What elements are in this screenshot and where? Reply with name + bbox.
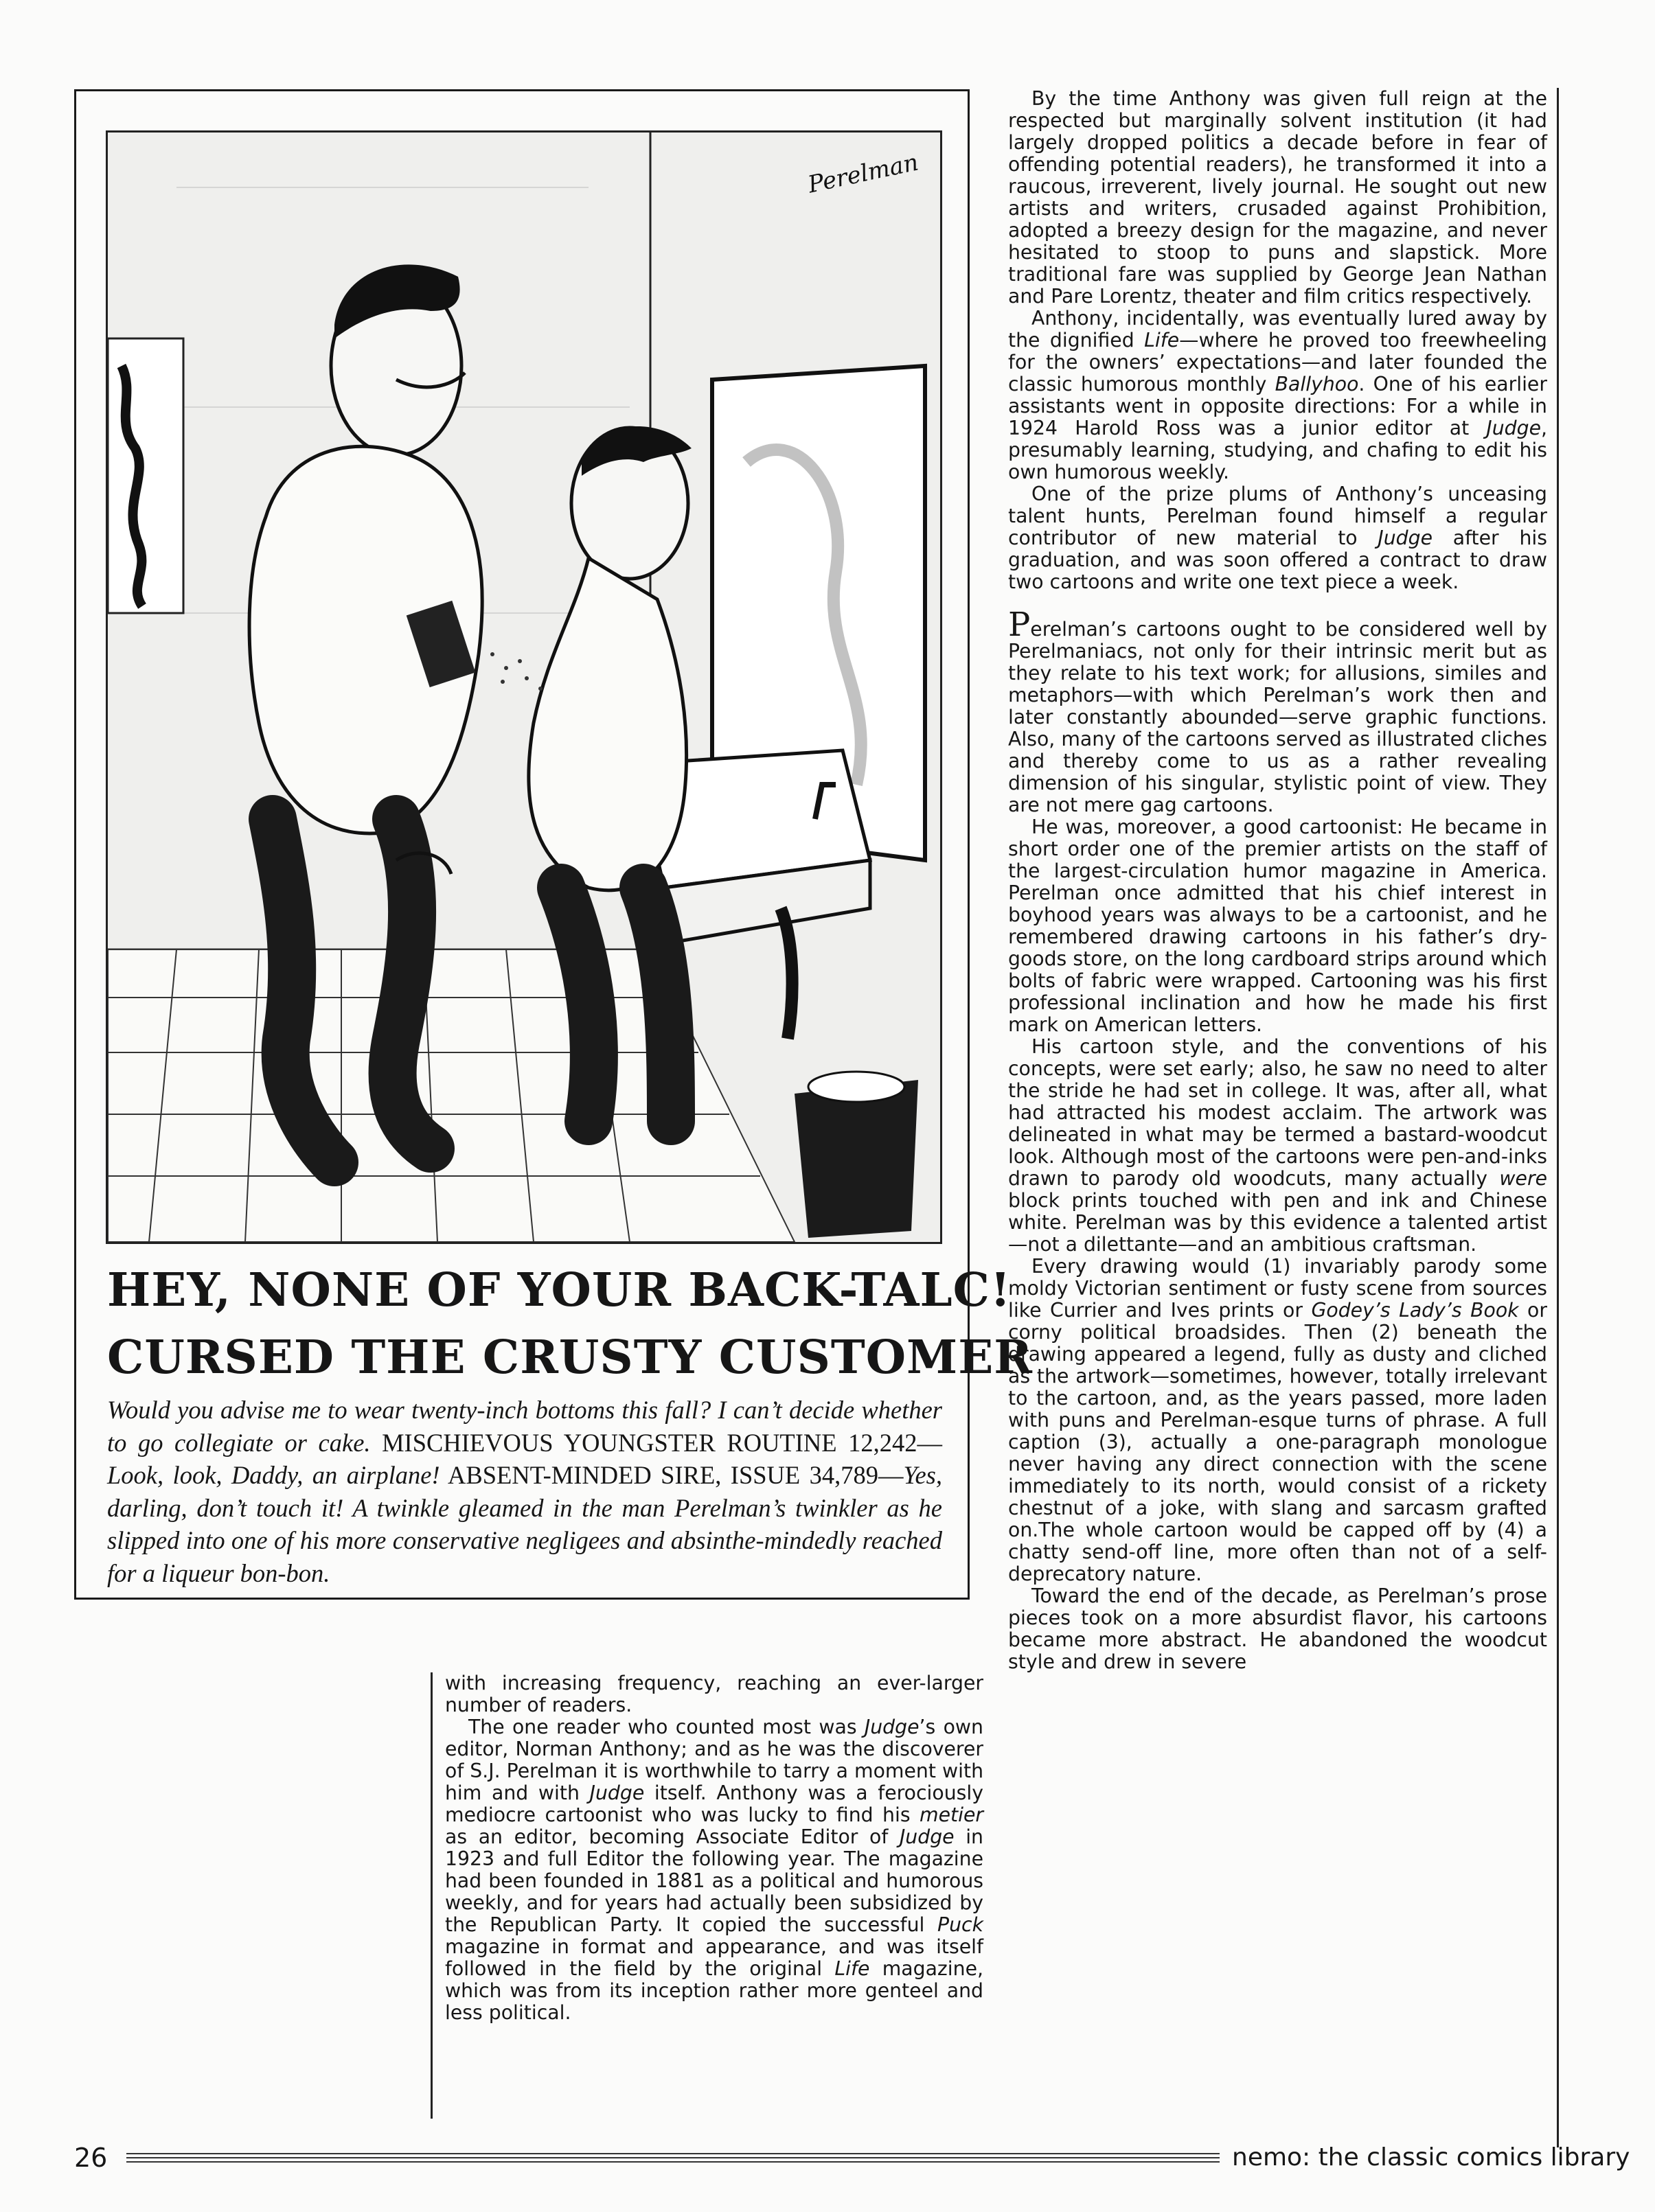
right-para-2: Anthony, incidentally, was eventually lured away by the dignified Life—where he proved too freewheeling for the owners’ expectations—and later founded the classic humorous monthly Ballyhoo. One of his earlier assistants went in opposite directions: For a while in 1924 Harold Ross was a junior editor at Judge, presumably learning, studying, and chafing to edit his own humorous weekly.	[1008, 307, 1547, 483]
right-column	[1008, 88, 1547, 1673]
wall-picture	[108, 338, 183, 613]
cartoon-illustration	[106, 130, 942, 1244]
headline-line-2: CURSED THE CRUSTY CUSTOMER	[107, 1330, 1033, 1384]
page-number: 26	[74, 2143, 108, 2173]
cartoon-drawing	[108, 133, 940, 1242]
mid-para-1: with increasing frequency, reaching an ever-larger number of readers.	[445, 1672, 983, 1716]
caption-part-3: Look, look, Daddy, an airplane!	[107, 1461, 440, 1489]
page-footer	[74, 2141, 1630, 2182]
caption-part-2: MISCHIEVOUS YOUNGSTER ROUTINE 12,242—	[370, 1428, 942, 1457]
column-rule-middle	[431, 1672, 433, 2119]
caption-part-5: Yes, darling, don’t touch it! A twinkle gleamed in the man Perelman’s twinkler as he slipped into one of his more conservative negligees and absinthe-mindedly reached for a liqueur bon-bon.	[107, 1461, 943, 1587]
column-rule-right	[1557, 88, 1559, 2147]
headline-line-1: HEY, NONE OF YOUR BACK-TALC!	[107, 1263, 1012, 1317]
right-para-8: Toward the end of the decade, as Perelman’s prose pieces took on a more absurdist flavor, his cartoons became more abstract. He abandoned the woodcut style and drew in severe	[1008, 1585, 1547, 1673]
cartoon-caption	[107, 1394, 942, 1589]
cartoon-headline	[107, 1256, 1033, 1391]
cartoon-signature: Perelman	[806, 148, 921, 199]
right-para-5: He was, moreover, a good cartoonist: He became in short order one of the premier artists on the staff of the largest-circulation humor magazine in America. Perelman once admitted that his chief interest in boyhood years was always to be a cartoonist, and he remembered drawing cartoons in his father’s dry-goods store, on the long cardboard strips around which bolts of fabric were wrapped. Cartooning was his first professional inclination and how he made his first mark on American letters.	[1008, 816, 1547, 1036]
right-para-1: By the time Anthony was given full reign at the respected but marginally solvent institution (it had largely dropped politics a decade before in fear of offending potential readers), he transformed it into a raucous, irreverent, lively journal. He sought out new artists and writers, crusaded against Prohibition, adopted a breezy design for the magazine, and never hesitated to stoop to puns and slapstick. More traditional fare was supplied by George Jean Nathan and Pare Lorentz, theater and film critics respectively.	[1008, 87, 1547, 308]
middle-column	[445, 1672, 983, 2024]
magazine-name: nemo: the classic comics library	[1232, 2143, 1630, 2171]
right-para-6: His cartoon style, and the conventions of his concepts, were set early; also, he saw no need to alter the stride he had set in college. It was, after all, what had attracted his modest acclaim. The artwork was delineated in what may be termed a bastard-woodcut look. Although most of the cartoons were pen-and-inks drawn to parody old woodcuts, many actually were block prints touched with pen and ink and Chinese white. Perelman was by this evidence a talented artist—not a dilettante—and an ambitious craftsman.	[1008, 1035, 1547, 1256]
right-para-7: Every drawing would (1) invariably parody some moldy Victorian sentiment or fusty scene from sources like Currier and Ives prints or Godey’s Lady’s Book or corny political broadsides. Then (2) beneath the drawing appeared a legend, fully as dusty and cliched as the artwork—sometimes, however, totally irrelevant to the cartoon, and, as the years passed, more laden with puns and Perelman-esque turns of phrase. A full caption (3), actually a one-paragraph monologue never having any direct connection with the scene immediately to its north, would consist of a rickety chestnut of a joke, with slang and sarcasm grafted on.The whole cartoon would be capped off by (4) a chatty send-off line, more often than not of a self-deprecatory nature.	[1008, 1255, 1547, 1585]
mid-para-2: The one reader who counted most was Judge’s own editor, Norman Anthony; and as he was the discoverer of S.J. Perelman it is worthwhile to tarry a moment with him and with Judge itself. Anthony was a ferociously mediocre cartoonist who was lucky to find his metier as an editor, becoming Associate Editor of Judge in 1923 and full Editor the following year. The magazine had been founded in 1881 as a political and humorous weekly, and for years had actually been subsidized by the Republican Party. It copied the successful Puck magazine in format and appearance, and was itself followed in the field by the original Life magazine, which was from its inception rather more genteel and less political.	[445, 1716, 983, 2024]
right-para-4: Perelman’s cartoons ought to be considered well by Perelmaniacs, not only for their intrinsic merit but as they relate to his text work; for allusions, similes and metaphors—with which Perelman’s work then and later constantly abounded—serve graphic functions. Also, many of the cartoons served as illustrated cliches and thereby come to us as a rather revealing dimension of his singular, stylistic point of view. They are not mere gag cartoons.	[1008, 606, 1547, 816]
caption-part-1: Would you advise me to wear twenty-inch bottoms this fall? I can’t decide whether to go collegiate or cake.	[107, 1396, 942, 1457]
footer-rule	[126, 2153, 1220, 2163]
caption-part-4: ABSENT-MINDED SIRE, ISSUE 34,789—	[440, 1461, 904, 1489]
drop-cap: P	[1008, 606, 1031, 644]
right-para-3: One of the prize plums of Anthony’s unceasing talent hunts, Perelman found himself a regular contributor of new material to Judge after his graduation, and was soon offered a contract to draw two cartoons and write one text piece a week.	[1008, 483, 1547, 593]
waste-bin	[795, 1072, 918, 1238]
